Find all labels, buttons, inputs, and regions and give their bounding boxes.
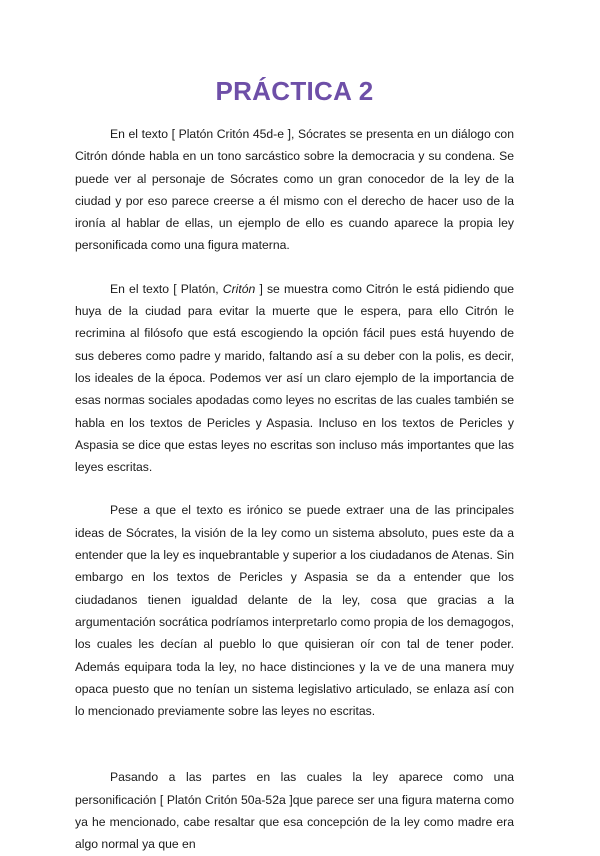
paragraph-2 [75,278,514,479]
paragraph-4: Pasando a las partes en las cuales la ley aparece como una personificación [ Platón Critón 50a-52a ]que parece ser una figura materna como ya he mencionado, cabe resaltar que esa concepción de la ley como madre era algo normal ya que en [75,770,514,852]
paragraph-2-before: En el texto [ Platón, [110,281,223,296]
paragraph-1: En el texto [ Platón Critón 45d-e ], Sócrates se presenta en un diálogo con Citrón dónde habla en un tono sarcástico sobre la democracia y su condena. Se puede ver al personaje de Sócrates como un gran conocedor de la ley de la ciudad y por eso parece creerse a él mismo con el derecho de hacer uso de la ironía al hablar de ellas, un ejemplo de ello es cuando aparece la propia ley personificada como una figura materna. [75,127,514,253]
page-title: PRÁCTICA 2 [215,76,374,106]
paragraph-2-after: ] se muestra como Citrón le está pidiendo que huya de la ciudad para evitar la muerte que le espera, para ello Citrón le recrimina al filósofo que está escogiendo la opción fácil pues está huyendo de sus deberes como padre y marido, faltando así a su deber con la polis, es decir, los ideales de la época. Podemos ver así un claro ejemplo de la importancia de esas normas sociales apodadas como leyes no escritas de las cuales también se habla en los textos de Pericles y Aspasia. Incluso en los textos de Pericles y Aspasia se dice que estas leyes no escritas son incluso más importantes que las leyes escritas. [75,281,515,475]
paragraph-3: Pese a que el texto es irónico se puede extraer una de las principales ideas de Sócrates, la visión de la ley como un sistema absoluto, pues este da a entender que la ley es inquebrantable y superior a los ciudadanos de Atenas. Sin embargo en los textos de Pericles y Aspasia se da a entender que los ciudadanos tienen igualdad delante de la ley, cosa que gracias a la argumentación socrática podríamos interpretarlo como propia de los demagogos, los cuales les decían al pueblo lo que quisieran oír con tal de tener poder. Además equipara toda la ley, no hace distinciones y la ve de una manera muy opaca puesto que no tenían un sistema legislativo articulado, se enlaza así con lo mencionado previamente sobre las leyes no escritas. [75,503,514,719]
paragraph-2-italic: Critón [222,281,256,296]
